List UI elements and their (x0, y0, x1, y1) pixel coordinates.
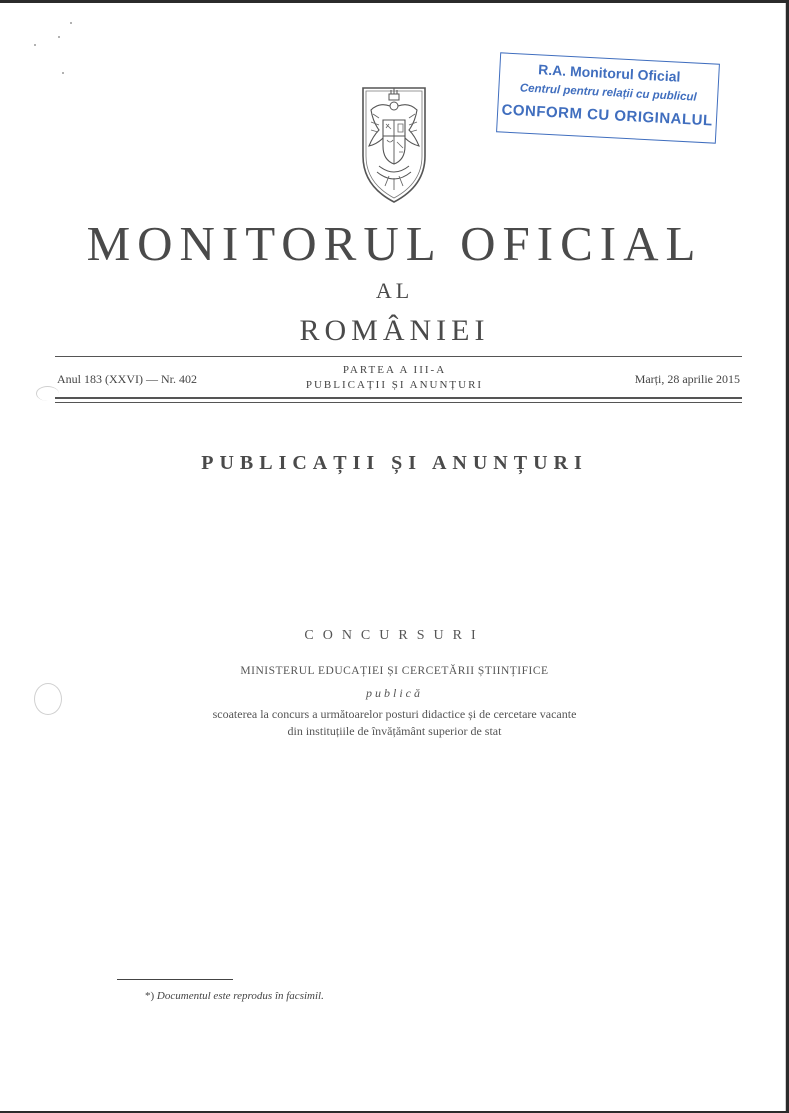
footnote (145, 990, 324, 1002)
stamp-line-3: CONFORM CU ORIGINALUL (501, 101, 714, 130)
publication-country: ROMÂNIEI (299, 314, 490, 347)
header-rule-bottom-thick (55, 397, 742, 399)
scan-speck (62, 72, 64, 74)
scan-border-top (0, 0, 789, 3)
header-rule-top (55, 356, 742, 357)
coat-of-arms-icon (349, 86, 439, 204)
publication-title-al: AL (375, 278, 414, 303)
footnote-text: Documentul este reprodus în facsimil. (156, 990, 324, 1002)
footnote-marker: *) (145, 990, 155, 1002)
issue-part: PARTEA A III-A (342, 364, 447, 376)
announcement-ministry: MINISTERUL EDUCAȚIEI ȘI CERCETĂRII ȘTIINȚIFICE (240, 665, 549, 677)
publication-title: MONITORUL OFICIAL (86, 216, 703, 271)
announcement-verb: publică (366, 686, 423, 700)
page-edge (785, 3, 786, 1111)
section-title: PUBLICAȚII ȘI ANUNȚURI (201, 452, 588, 474)
conformity-stamp (496, 52, 720, 143)
issue-part-subtitle: PUBLICAȚII ȘI ANUNȚURI (305, 379, 484, 391)
stamp-line-2: Centrul pentru relații cu publicul (519, 82, 697, 104)
scan-speck (70, 22, 72, 24)
announcement-line-1: scoaterea la concurs a următoarelor posturi didactice și de cercetare vacante (212, 707, 577, 721)
scan-speck (58, 36, 60, 38)
announcement-line-2: din instituțiile de învățământ superior de stat (287, 724, 502, 738)
issue-date: Marți, 28 aprilie 2015 (634, 372, 740, 386)
scan-speck (34, 44, 36, 46)
issue-number: Anul 183 (XXVI) — Nr. 402 (57, 372, 197, 386)
stamp-line-1: R.A. Monitorul Oficial (537, 61, 681, 85)
header-rule-bottom-thin (55, 402, 742, 403)
footnote-rule (117, 979, 233, 980)
announcement-heading: CONCURSURI (304, 628, 485, 643)
